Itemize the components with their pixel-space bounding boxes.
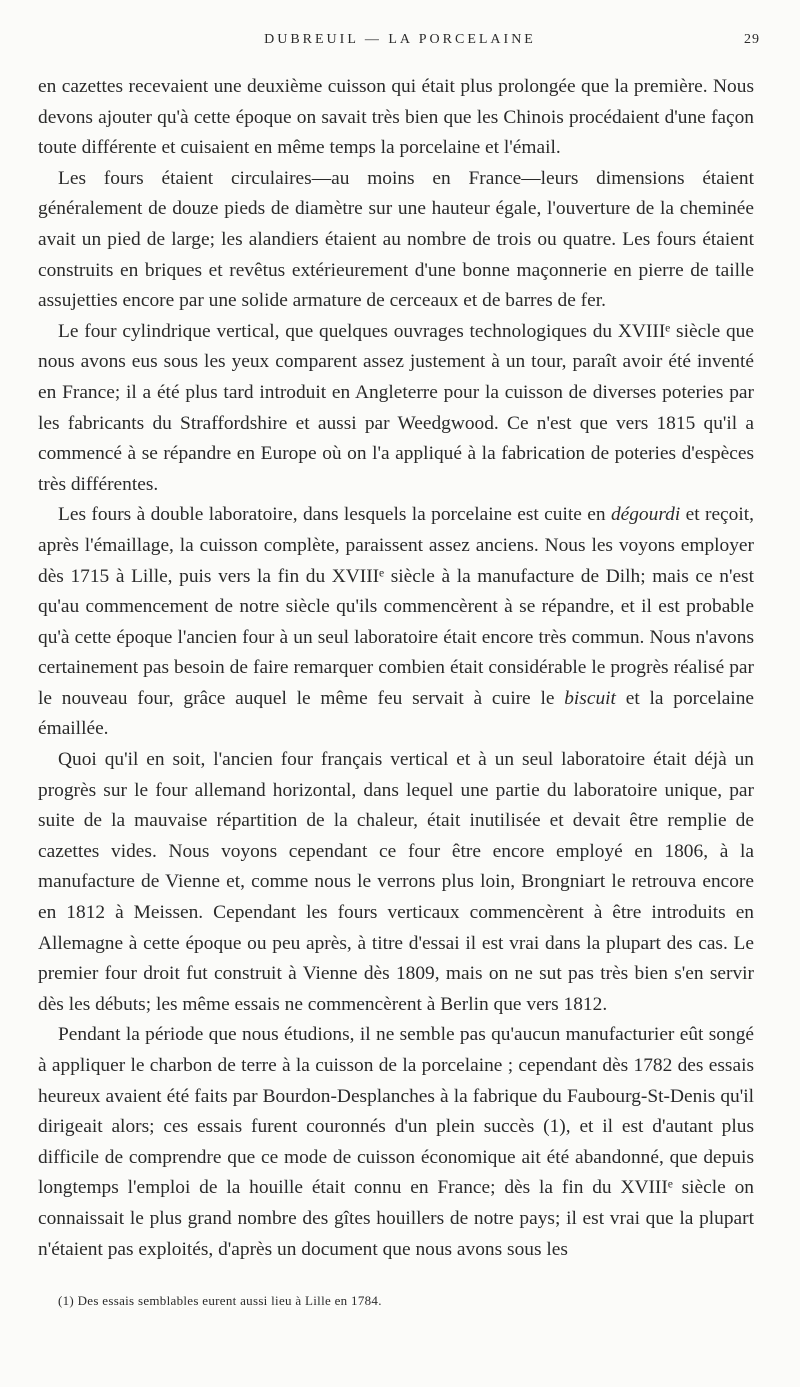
paragraph-2: Les fours étaient circulaires—au moins en France—leurs dimensions étaient généralement de douze pieds de diamètre sur une hauteur égale, l'ouverture de la cheminée avait un pied de large; les alandiers étaient au nombre de trois ou quatre. Les fours étaient construits en briques et revêtus extérieurement d'une bonne maçonnerie en pierre de taille assujetties encore par une solide armature de cerceaux et de barres de fer. <box>38 167 754 312</box>
page-number: 29 <box>744 32 760 47</box>
paragraph-4-part-3: et la porcelaine émaillée. <box>38 687 754 740</box>
paragraph-4 <box>38 500 754 745</box>
paragraph-4-part-1: Les fours à double laboratoire, dans lesquels la porcelaine est cuite en <box>58 504 611 526</box>
paragraph-3: Le four cylindrique vertical, que quelques ouvrages technologiques du XVIIIᵉ siècle que nous avons eus sous les yeux comparent assez justement à un tour, paraît avoir été inventé en France; il a été plus tard introduit en Angleterre pour la cuisson de diverses poteries par les fabricants du Straffordshire et aussi par Weedgwood. Ce n'est que vers 1815 qu'il a commencé à se répandre en Europe où on l'a appliqué à la fabrication de poteries d'espèces très différentes. <box>38 320 754 495</box>
paragraph-5: Quoi qu'il en soit, l'ancien four français vertical et à un seul laboratoire était déjà un progrès sur le four allemand horizontal, dans lequel une partie du laboratoire unique, par suite de la mauvaise répartition de la chaleur, était inutilisée et devait être remplie de cazettes vides. Nous voyons cependant ce four être encore employé en 1806, à la manufacture de Vienne et, comme nous le verrons plus loin, Brongniart le retrouva encore en 1812 à Meissen. Cependant les fours verticaux commencèrent à être introduits en Allemagne à cette époque ou peu après, à titre d'essai il est vrai dans la plupart des cas. Le premier four droit fut construit à Vienne dès 1809, mais on ne sut pas très bien s'en servir dès les débuts; les même essais ne commencèrent à Berlin que vers 1812. <box>38 749 754 1015</box>
body-text <box>38 72 754 1265</box>
running-title: DUBREUIL — LA PORCELAINE <box>264 32 536 47</box>
paragraph-1: en cazettes recevaient une deuxième cuisson qui était plus prolongée que la première. Nous devons ajouter qu'à cette époque on savait très bien que les Chinois procédaient d'une façon toute différente et cuisaient en même temps la porcelaine et l'émail. <box>38 76 754 159</box>
running-header <box>38 32 762 56</box>
paragraph-6: Pendant la période que nous étudions, il ne semble pas qu'aucun manufacturier eût songé à appliquer le charbon de terre à la cuisson de la porcelaine ; cependant dès 1782 des essais heureux avaient été faits par Bourdon-Desplanches à la fabrique du Faubourg-St-Denis qu'il dirigeait alors; ces essais furent couronnés d'un plein succès (1), et il est d'autant plus difficile de comprendre que ce mode de cuisson économique ait été abandonné, que depuis longtemps l'emploi de la houille était connu en France; dès la fin du XVIIIᵉ siècle on connaissait le plus grand nombre des gîtes houillers de notre pays; il est vrai que la plupart n'étaient pas exploités, d'après un document que nous avons sous les <box>38 1024 754 1260</box>
paragraph-4-italic-biscuit: biscuit <box>564 687 616 709</box>
paragraph-4-part-2: et reçoit, après l'émaillage, la cuisson complète, paraissent assez anciens. Nous les voyons employer dès 1715 à Lille, puis vers la fin du XVIIIᵉ siècle à la manufacture de Dilh; mais ce n'est qu'au commencement de notre siècle qu'ils commencèrent à se répandre, et il est probable qu'à cette époque l'ancien four à un seul laboratoire était encore très commun. Nous n'avons certainement pas besoin de faire remarquer combien était considérable le progrès réalisé par le nouveau four, grâce auquel le même feu servait à cuire le <box>38 504 754 709</box>
paragraph-4-italic-degourdi: dégourdi <box>610 504 681 526</box>
footnote: (1) Des essais semblables eurent aussi lieu à Lille en 1784. <box>58 1293 382 1308</box>
